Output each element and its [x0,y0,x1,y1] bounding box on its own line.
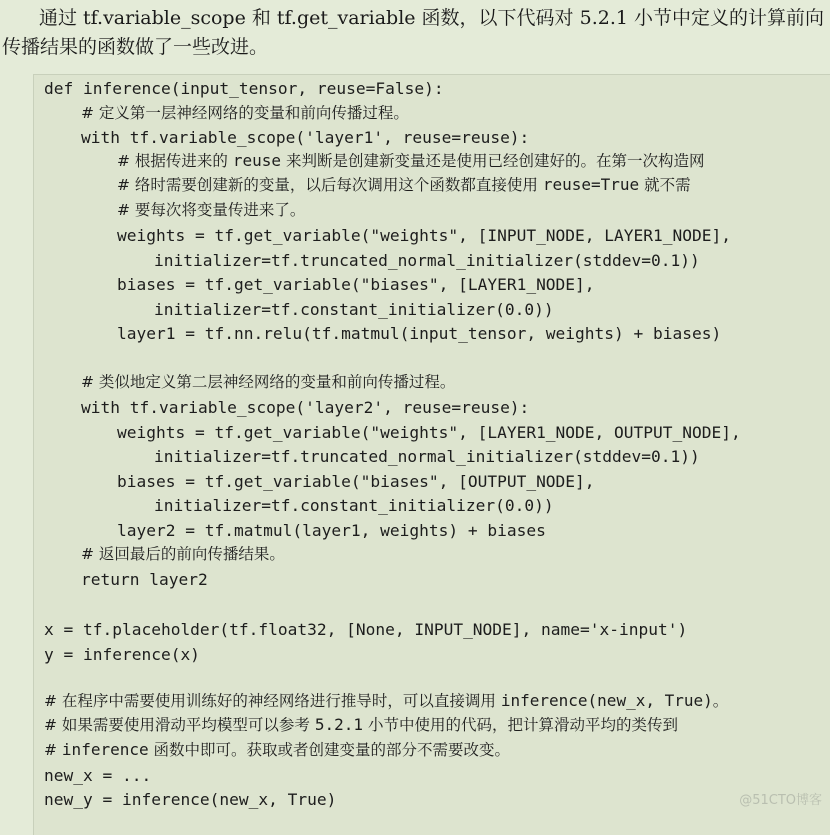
inline-code: inference [61,740,149,759]
code-line: biases = tf.get_variable("biases", [LAYER1_NODE], [117,275,595,294]
code-line: initializer=tf.truncated_normal_initializer(stddev=0.1)) [154,447,700,466]
code-line: x = tf.placeholder(tf.float32, [None, INPUT_NODE], name='x-input') [44,620,688,639]
code-line: y = inference(x) [44,645,200,664]
code-line: initializer=tf.constant_initializer(0.0)) [154,496,554,515]
code-comment [44,715,678,735]
code-line: layer2 = tf.matmul(layer1, weights) + biases [117,521,546,540]
code-line: new_x = ... [44,766,152,785]
comment-text: # 在程序中需要使用训练好的神经网络进行推导时，可以直接调用 [44,692,501,710]
intro-line-1: 通过 tf.variable_scope 和 tf.get_variable 函数，以下代码对 5.2.1 小节中定义的计算前向 [39,7,824,29]
inline-code: 5.2.1 [314,715,364,734]
code-comment: # 返回最后的前向传播结果。 [81,545,285,563]
comment-text: # 根据传进来的 [117,152,233,170]
code-comment: # 类似地定义第二层神经网络的变量和前向传播过程。 [81,373,456,391]
inline-code: reuse=True [542,175,640,194]
comment-text: # [44,741,62,759]
comment-text: 来判断是创建新变量还是使用已经创建好的。在第一次构造网 [281,152,705,170]
comment-text: # 如果需要使用滑动平均模型可以参考 [44,716,315,734]
code-line: weights = tf.get_variable("weights", [INPUT_NODE, LAYER1_NODE], [117,226,731,245]
code-line: return layer2 [81,570,208,589]
comment-text: 。 [712,692,729,710]
code-line: biases = tf.get_variable("biases", [OUTPUT_NODE], [117,472,595,491]
comment-text: 小节中使用的代码，把计算滑动平均的类传到 [363,716,678,734]
code-line: initializer=tf.truncated_normal_initializer(stddev=0.1)) [154,251,700,270]
code-comment [117,151,704,171]
code-line: with tf.variable_scope('layer1', reuse=reuse): [81,128,530,147]
code-line: layer1 = tf.nn.relu(tf.matmul(input_tensor, weights) + biases) [117,324,722,343]
inline-code: reuse [232,151,282,170]
inline-code: inference(new_x, True) [500,691,713,710]
code-comment [44,691,728,711]
comment-text: # 络时需要创建新的变量，以后每次调用这个函数都直接使用 [117,176,543,194]
code-comment: # 要每次将变量传进来了。 [117,201,306,219]
code-line: new_y = inference(new_x, True) [44,790,337,809]
watermark: @51CTO博客 [739,793,822,808]
code-comment [117,175,691,195]
comment-text: 就不需 [639,176,691,194]
code-line: initializer=tf.constant_initializer(0.0)) [154,300,554,319]
code-line: def inference(input_tensor, reuse=False): [44,79,444,98]
intro-line-2: 传播结果的函数做了一些改进。 [2,36,269,58]
code-line: with tf.variable_scope('layer2', reuse=reuse): [81,398,530,417]
intro-paragraph [0,0,830,66]
code-comment [44,740,510,760]
code-line: weights = tf.get_variable("weights", [LAYER1_NODE, OUTPUT_NODE], [117,423,741,442]
code-comment: # 定义第一层神经网络的变量和前向传播过程。 [81,104,409,122]
comment-text: 函数中即可。获取或者创建变量的部分不需要改变。 [148,741,511,759]
